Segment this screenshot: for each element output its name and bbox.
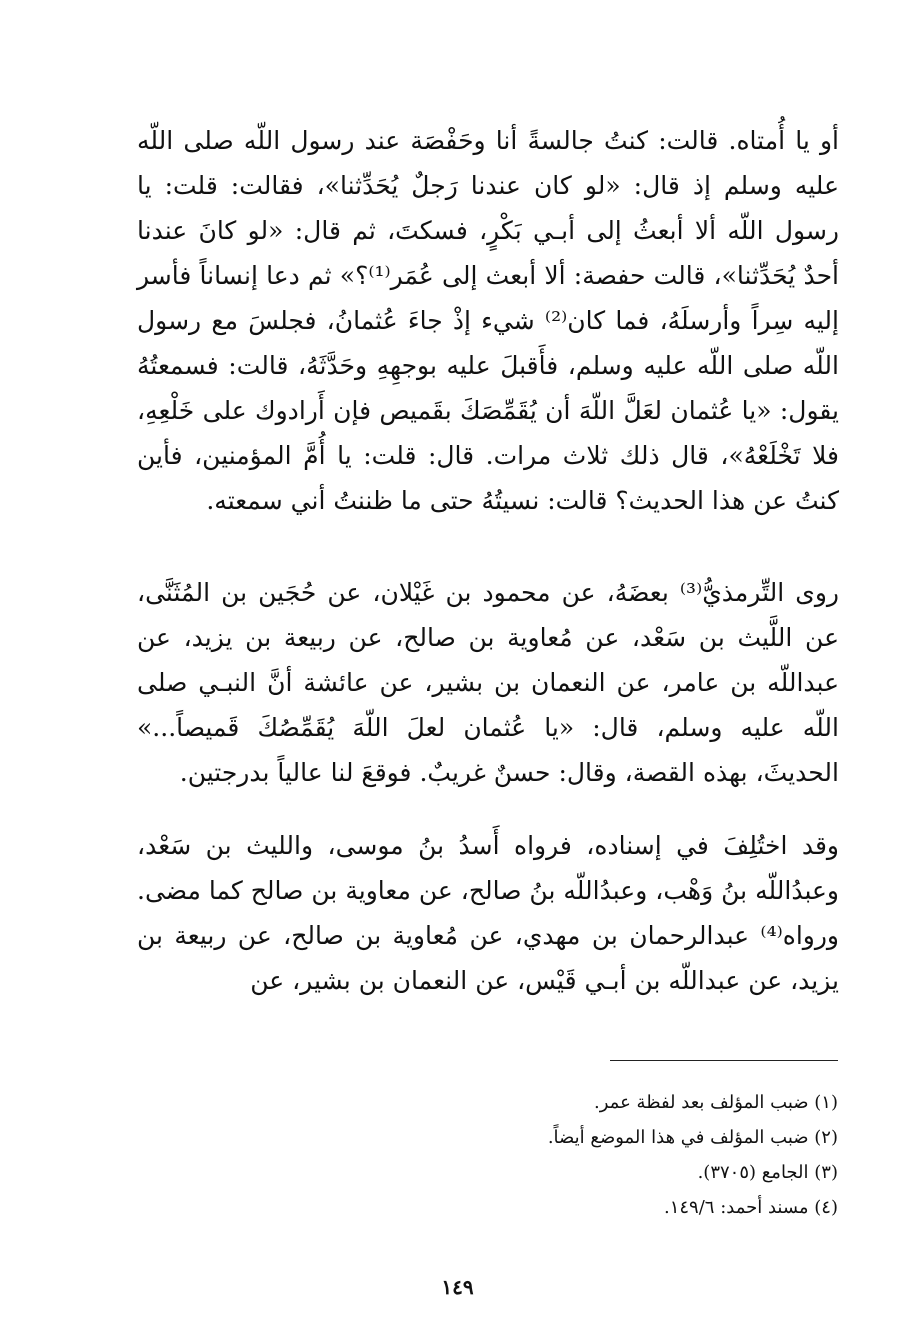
footnote-divider xyxy=(610,1060,838,1061)
footnote-2: (٢) ضبب المؤلف في هذا الموضع أيضاً. xyxy=(547,1127,838,1148)
footnote-1: (١) ضبب المؤلف بعد لفظة عمر. xyxy=(594,1092,838,1113)
footnote-3: (٣) الجامع (٣٧٠٥). xyxy=(697,1162,838,1183)
body-paragraph-1: أو يا أُمتاه. قالت: كنتُ جالسةً أنا وحَفْصَة عند رسول اللّه صلى اللّه عليه وسلم إذ قال: «لو كان عندنا رَجلٌ يُحَدِّثنا»، فقالت: قلت: يا رسول اللّه ألا أبعثُ إلى أبـي بَكْرٍ، فسكتَ، ثم قال: «لو كانَ عندنا أحدٌ يُحَدِّثنا»، قالت حفصة: ألا أبعث إلى عُمَر⁽¹⁾؟» ثم دعا إنساناً فأسر إليه سِراً وأرسلَهُ، فما كان⁽²⁾ شيء إذْ جاءَ عُثمانُ، فجلسَ مع رسول اللّه صلى اللّه عليه وسلم، فأَقبلَ عليه بوجهِهِ وحَدَّثَهُ، قالت: فسمعتُهُ يقول: «يا عُثمان لعَلَّ اللّهَ أن يُقَمِّصَكَ بقَميص فإن أَرادوك على خَلْعِهِ، فلا تَخْلَعْهُ»، قال ذلك ثلاث مرات. قال: قلت: يا أُمَّ المؤمنين، فأين كنتُ عن هذا الحديث؟ قالت: نسيتُهُ حتى ما ظننتُ أني سمعته. xyxy=(137,126,839,515)
footnotes-list xyxy=(300,1085,838,1225)
body-paragraph-3: وقد اختُلِفَ في إسناده، فرواه أَسدُ بنُ موسى، والليث بن سَعْد، وعبدُاللّه بنُ وَهْب، وعبدُاللّه بنُ صالح، عن معاوية بن صالح كما مضى. ورواه⁽⁴⁾ عبدالرحمان بن مهدي، عن مُعاوية بن صالح، عن ربيعة بن يزيد، عن عبداللّه بن أبـي قَيْس، عن النعمان بن بشير، عن xyxy=(137,831,839,995)
footnote-4: (٤) مسند أحمد: ١٤٩/٦. xyxy=(663,1197,838,1218)
page-number: ١٤٩ xyxy=(441,1275,474,1299)
body-paragraph-2: روى التِّرمذيُّ⁽³⁾ بعضَهُ، عن محمود بن غَيْلان، عن حُجَين بن المُثَنَّى، عن اللَّيث بن سَعْد، عن مُعاوية بن صالح، عن ربيعة بن يزيد، عن عبداللّه بن عامر، عن النعمان بن بشير، عن عائشة أنَّ النبـي صلى اللّه عليه وسلم، قال: «يا عُثمان لعلَ اللّهَ يُقَمِّصُكَ قَميصاً...» الحديثَ، بهذه القصة، وقال: حسنٌ غريبٌ. فوقعَ لنا عالياً بدرجتين. xyxy=(137,578,839,787)
